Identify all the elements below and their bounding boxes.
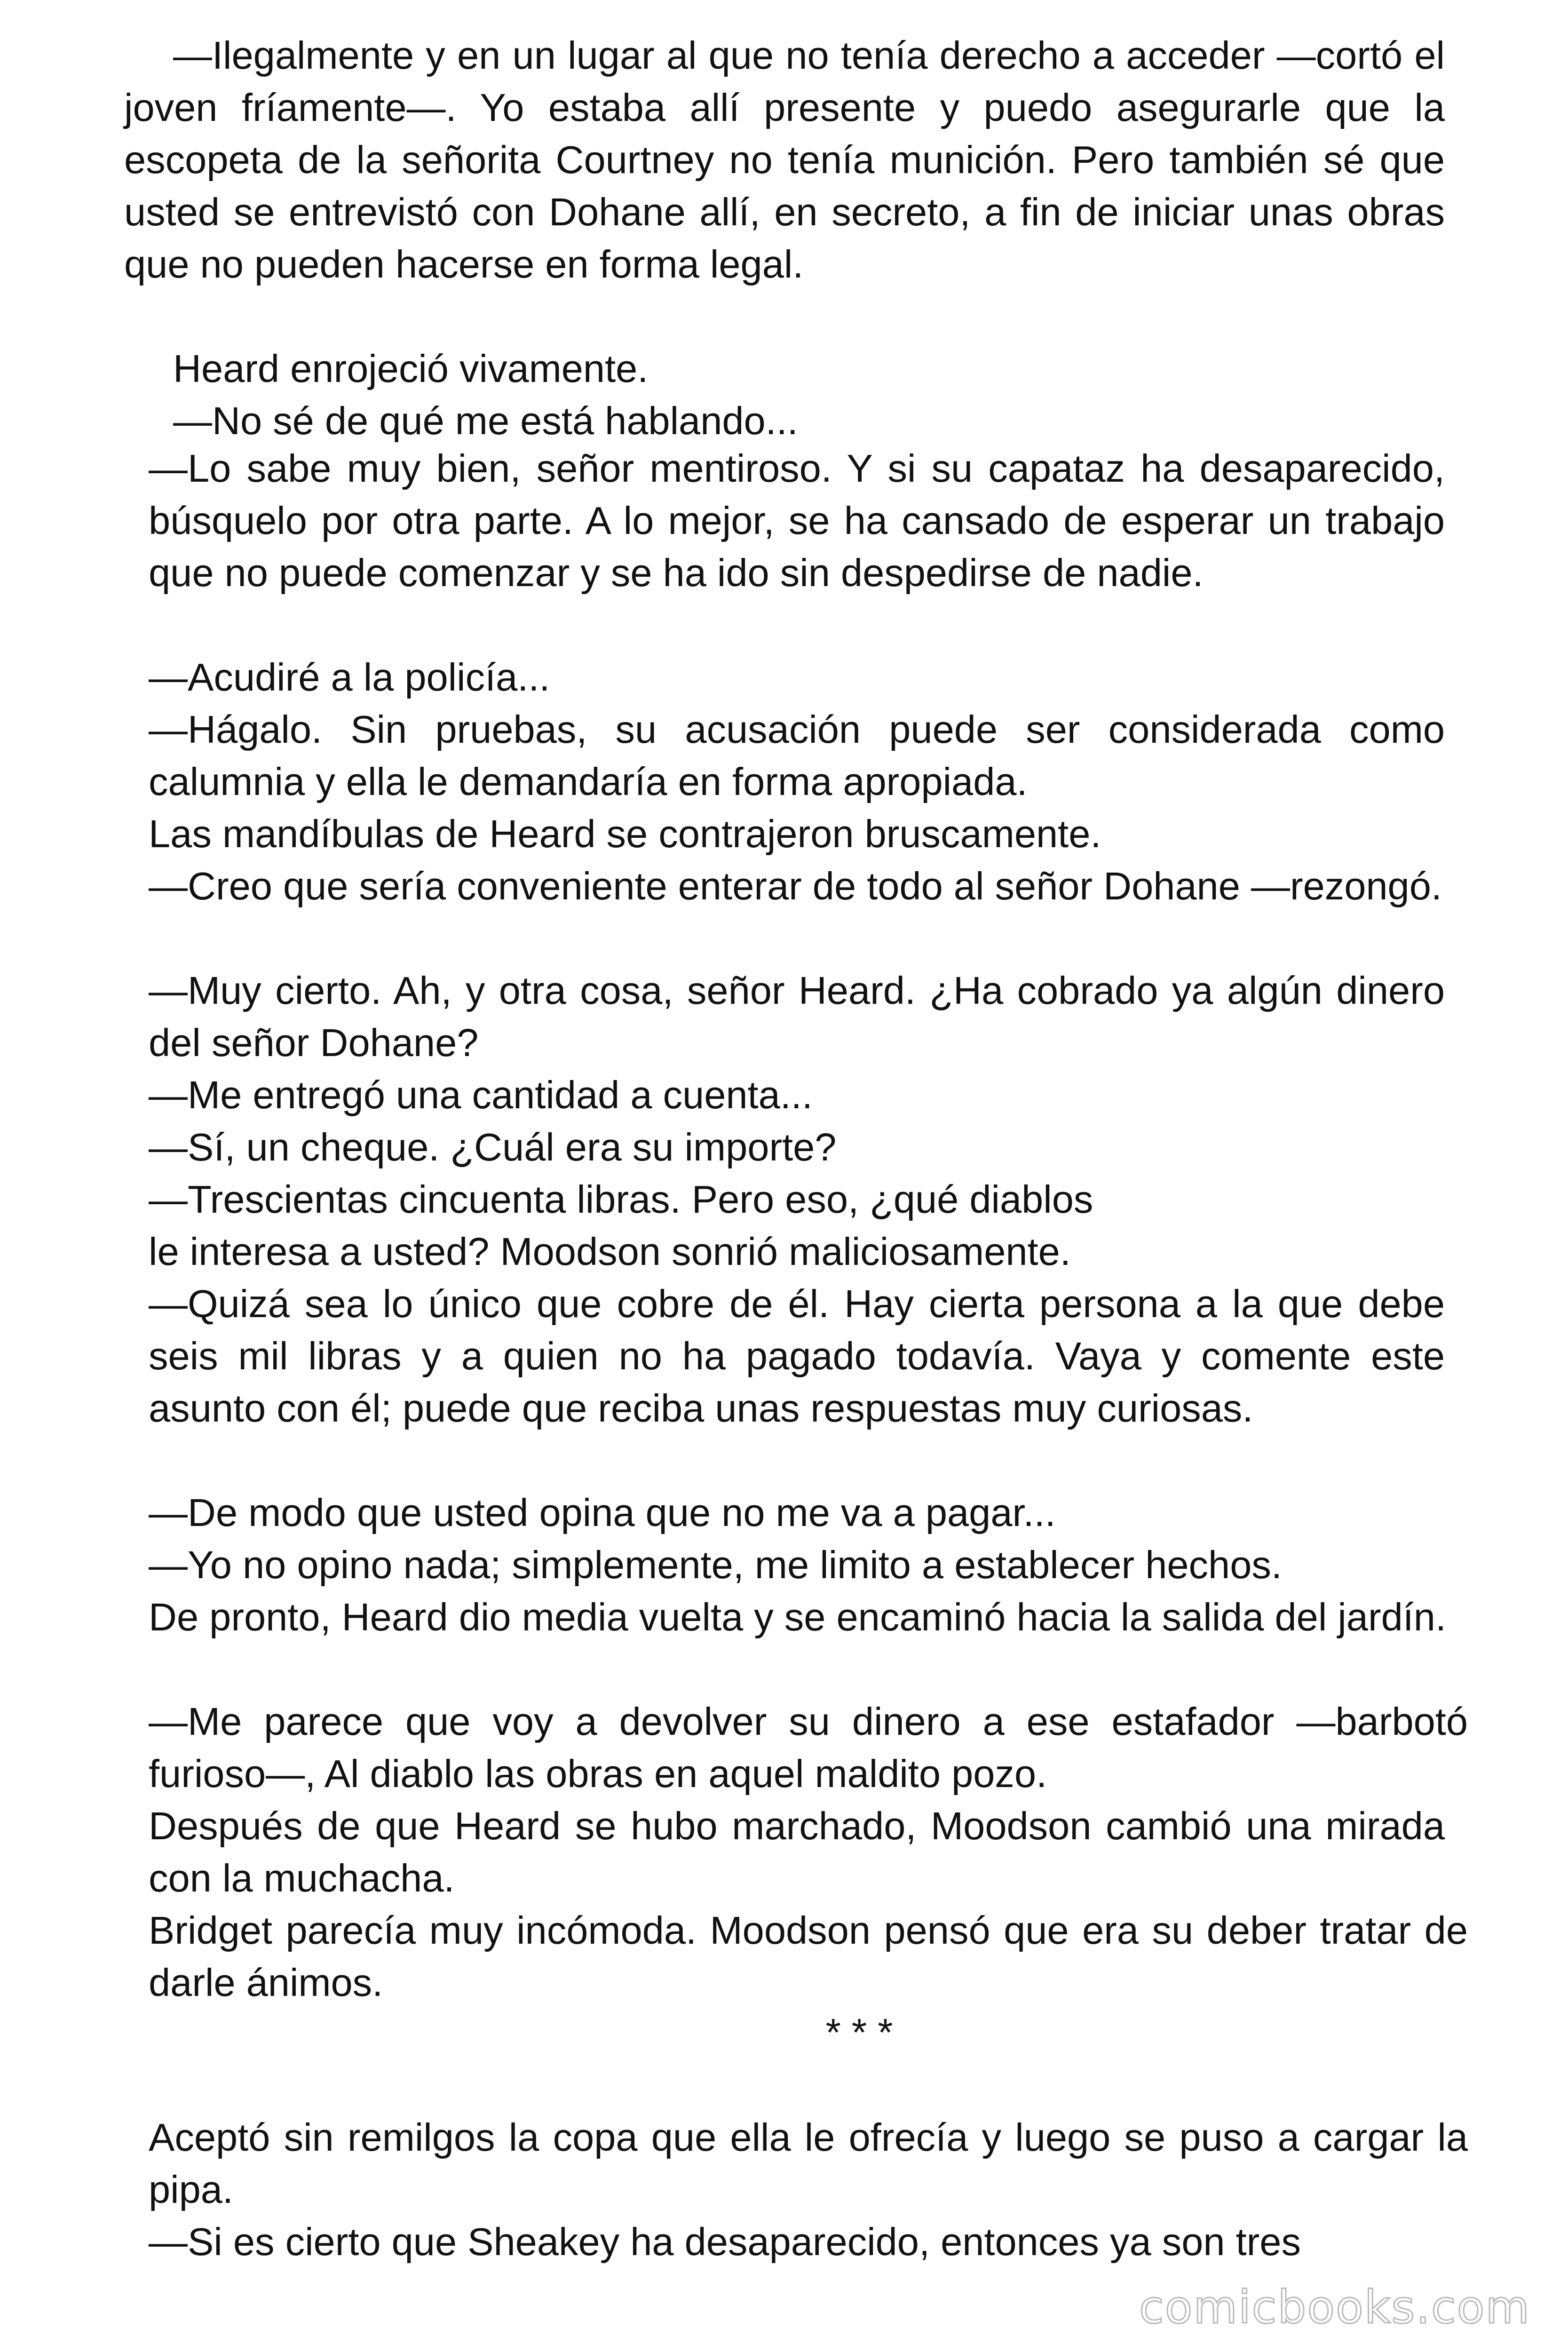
paragraph-1: —Ilegalmente y en un lugar al que no tenía derecho a acceder —cortó el joven fríamente—. Yo estaba allí presente y puedo asegurarle que la escopeta de la señorita Courtney no tenía munición. Pero también sé que usted se entrevistó con Dohane allí, en secreto, a fin de iniciar unas obras que no pueden hacerse en forma legal. xyxy=(124,33,1445,286)
paragraph-6: —Hágalo. Sin pruebas, su acusación puede ser considerada como calumnia y ella le demandaría en forma apropiada. xyxy=(149,707,1445,803)
paragraph-2: Heard enrojeció vivamente. xyxy=(173,347,649,390)
paragraph-22: —Si es cierto que Sheakey ha desaparecido, entonces ya son tres xyxy=(149,2220,1301,2264)
paragraph-13: le interesa a usted? Moodson sonrió maliciosamente. xyxy=(149,1230,1071,1273)
paragraph-15: —De modo que usted opina que no me va a pagar... xyxy=(149,1491,1056,1534)
paragraph-19: Después de que Heard se hubo marchado, Moodson cambió una mirada con la muchacha. xyxy=(149,1804,1445,1900)
paragraph-10: —Me entregó una cantidad a cuenta... xyxy=(149,1073,813,1117)
paragraph-18: —Me parece que voy a devolver su dinero a ese estafador —barbotó furioso—, Al diablo las obras en aquel maldito pozo. xyxy=(149,1700,1468,1796)
paragraph-4: —Lo sabe muy bien, señor mentiroso. Y si su capataz ha desaparecido, búsquelo por otra parte. A lo mejor, se ha cansado de esperar un trabajo que no puede comenzar y se ha ido sin despedirse de nadie. xyxy=(149,446,1445,595)
paragraph-7: Las mandíbulas de Heard se contrajeron bruscamente. xyxy=(149,812,1101,856)
paragraph-16: —Yo no opino nada; simplemente, me limito a establecer hechos. xyxy=(149,1543,1282,1587)
paragraph-8: —Creo que sería conveniente enterar de todo al señor Dohane —rezongó. xyxy=(149,864,1442,908)
paragraph-9: —Muy cierto. Ah, y otra cosa, señor Heard. ¿Ha cobrado ya algún dinero del señor Dohane? xyxy=(149,969,1445,1065)
paragraph-12: —Trescientas cincuenta libras. Pero eso, ¿qué diablos xyxy=(149,1177,1093,1221)
paragraph-5: —Acudiré a la policía... xyxy=(149,655,550,699)
paragraph-11: —Sí, un cheque. ¿Cuál era su importe? xyxy=(149,1125,837,1169)
section-separator: * * * xyxy=(825,2010,893,2054)
paragraph-21: Aceptó sin remilgos la copa que ella le ofrecía y luego se puso a cargar la pipa. xyxy=(149,2115,1468,2211)
paragraph-17: De pronto, Heard dio media vuelta y se encaminó hacia la salida del jardín. xyxy=(149,1595,1447,1639)
paragraph-20: Bridget parecía muy incómoda. Moodson pensó que era su deber tratar de darle ánimos. xyxy=(149,1908,1468,2004)
paragraph-14: —Quizá sea lo único que cobre de él. Hay cierta persona a la que debe seis mil libras y a quien no ha pagado todavía. Vaya y comente este asunto con él; puede que reciba unas respuestas muy curiosas. xyxy=(149,1282,1445,1430)
paragraph-3: —No sé de qué me está hablando... xyxy=(173,399,798,443)
watermark-logo: comicbooks.com xyxy=(1139,2281,1530,2334)
